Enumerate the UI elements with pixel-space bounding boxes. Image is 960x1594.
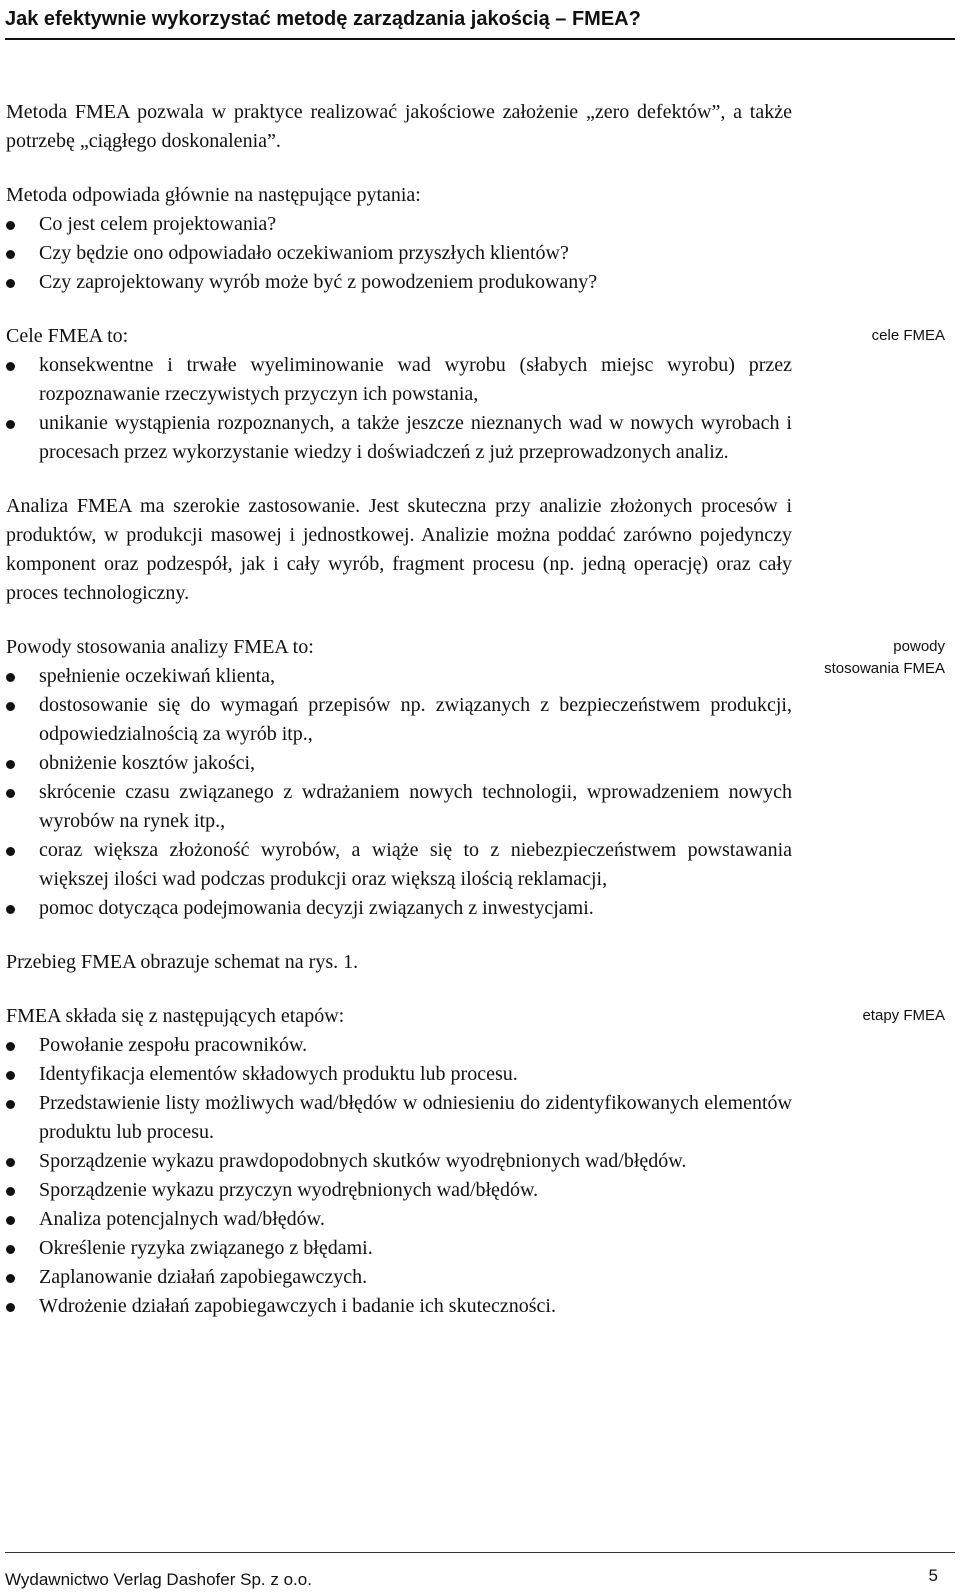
bullet-icon bbox=[6, 847, 15, 856]
list-item: Przedstawienie listy możliwych wad/błędów w odniesieniu do zidentyfikowanych elementów produktu lub procesu. bbox=[6, 1089, 792, 1147]
list-item: pomoc dotycząca podejmowania decyzji związanych z inwestycjami. bbox=[6, 894, 792, 923]
page-title: Jak efektywnie wykorzystać metodę zarządzania jakością – FMEA? bbox=[5, 8, 641, 30]
bullet-icon bbox=[6, 1071, 15, 1080]
header-divider bbox=[5, 38, 955, 40]
list-item: Wdrożenie działań zapobiegawczych i badanie ich skuteczności. bbox=[6, 1292, 792, 1321]
publisher-name: Wydawnictwo Verlag Dashofer Sp. z o.o. bbox=[5, 1570, 312, 1589]
article-body bbox=[6, 98, 792, 1321]
list-item: Co jest celem projektowania? bbox=[6, 210, 792, 239]
list-item: obniżenie kosztów jakości, bbox=[6, 749, 792, 778]
list-item: Analiza potencjalnych wad/błędów. bbox=[6, 1205, 792, 1234]
margin-note-reasons-line1: powody bbox=[893, 638, 945, 655]
margin-note-reasons-line2: stosowania FMEA bbox=[824, 660, 945, 677]
list-item: skrócenie czasu związanego z wdrażaniem nowych technologii, wprowadzeniem nowych wyrobów na rynek itp., bbox=[6, 778, 792, 836]
bullet-icon bbox=[6, 673, 15, 682]
bullet-icon bbox=[6, 1216, 15, 1225]
questions-list bbox=[6, 210, 792, 297]
margin-note-goals: cele FMEA bbox=[871, 327, 945, 344]
bullet-icon bbox=[6, 1042, 15, 1051]
goals-list bbox=[6, 351, 792, 467]
bullet-icon bbox=[6, 221, 15, 230]
analysis-paragraph: Analiza FMEA ma szerokie zastosowanie. Jest skuteczna przy analizie złożonych procesów i produktów, w produkcji masowej i jednostkowej. Analizie można poddać zarówno pojedynczy komponent oraz podzespół, jak i cały wyrób, fragment procesu (np. jedną operację) oraz cały proces technologiczny. bbox=[6, 495, 792, 604]
list-item: Powołanie zespołu pracowników. bbox=[6, 1031, 792, 1060]
list-item: Określenie ryzyka związanego z błędami. bbox=[6, 1234, 792, 1263]
list-item: konsekwentne i trwałe wyeliminowanie wad wyrobu (słabych miejsc wyrobu) przez rozpoznawanie rzeczywistych przyczyn ich powstania, bbox=[6, 351, 792, 409]
bullet-icon bbox=[6, 1187, 15, 1196]
bullet-icon bbox=[6, 1158, 15, 1167]
bullet-icon bbox=[6, 760, 15, 769]
bullet-icon bbox=[6, 905, 15, 914]
margin-note-reasons bbox=[795, 636, 945, 680]
footer-divider bbox=[5, 1552, 955, 1553]
bullet-icon bbox=[6, 702, 15, 711]
list-item: Sporządzenie wykazu prawdopodobnych skutków wyodrębnionych wad/błędów. bbox=[6, 1147, 792, 1176]
goals-lead: Cele FMEA to: bbox=[6, 325, 129, 347]
list-item: Zaplanowanie działań zapobiegawczych. bbox=[6, 1263, 792, 1292]
flow-paragraph: Przebieg FMEA obrazuje schemat na rys. 1. bbox=[6, 951, 359, 973]
intro-paragraph: Metoda FMEA pozwala w praktyce realizować jakościowe założenie „zero defektów”, a także potrzebę „ciągłego doskonalenia”. bbox=[6, 101, 792, 152]
bullet-icon bbox=[6, 420, 15, 429]
bullet-icon bbox=[6, 1100, 15, 1109]
page-header bbox=[5, 6, 955, 32]
bullet-icon bbox=[6, 789, 15, 798]
margin-note-stages: etapy FMEA bbox=[862, 1007, 945, 1024]
bullet-icon bbox=[6, 1274, 15, 1283]
list-item: unikanie wystąpienia rozpoznanych, a także jeszcze nieznanych wad w nowych wyrobach i procesach przez wykorzystanie wiedzy i doświadczeń z już przeprowadzonych analiz. bbox=[6, 409, 792, 467]
bullet-icon bbox=[6, 1245, 15, 1254]
list-item: spełnienie oczekiwań klienta, bbox=[6, 662, 792, 691]
list-item: Czy będzie ono odpowiadało oczekiwaniom przyszłych klientów? bbox=[6, 239, 792, 268]
reasons-list bbox=[6, 662, 792, 923]
bullet-icon bbox=[6, 1303, 15, 1312]
questions-lead: Metoda odpowiada głównie na następujące pytania: bbox=[6, 184, 421, 206]
reasons-lead: Powody stosowania analizy FMEA to: bbox=[6, 636, 314, 658]
stages-list bbox=[6, 1031, 792, 1321]
bullet-icon bbox=[6, 362, 15, 371]
bullet-icon bbox=[6, 250, 15, 259]
list-item: coraz większa złożoność wyrobów, a wiąże się to z niebezpieczeństwem powstawania większej ilości wad podczas produkcji oraz większą ilością reklamacji, bbox=[6, 836, 792, 894]
list-item: Identyfikacja elementów składowych produktu lub procesu. bbox=[6, 1060, 792, 1089]
list-item: dostosowanie się do wymagań przepisów np. związanych z bezpieczeństwem produkcji, odpowiedzialnością za wyrób itp., bbox=[6, 691, 792, 749]
page-number: 5 bbox=[928, 1566, 938, 1585]
list-item: Czy zaprojektowany wyrób może być z powodzeniem produkowany? bbox=[6, 268, 792, 297]
bullet-icon bbox=[6, 279, 15, 288]
list-item: Sporządzenie wykazu przyczyn wyodrębnionych wad/błędów. bbox=[6, 1176, 792, 1205]
stages-lead: FMEA składa się z następujących etapów: bbox=[6, 1005, 345, 1027]
